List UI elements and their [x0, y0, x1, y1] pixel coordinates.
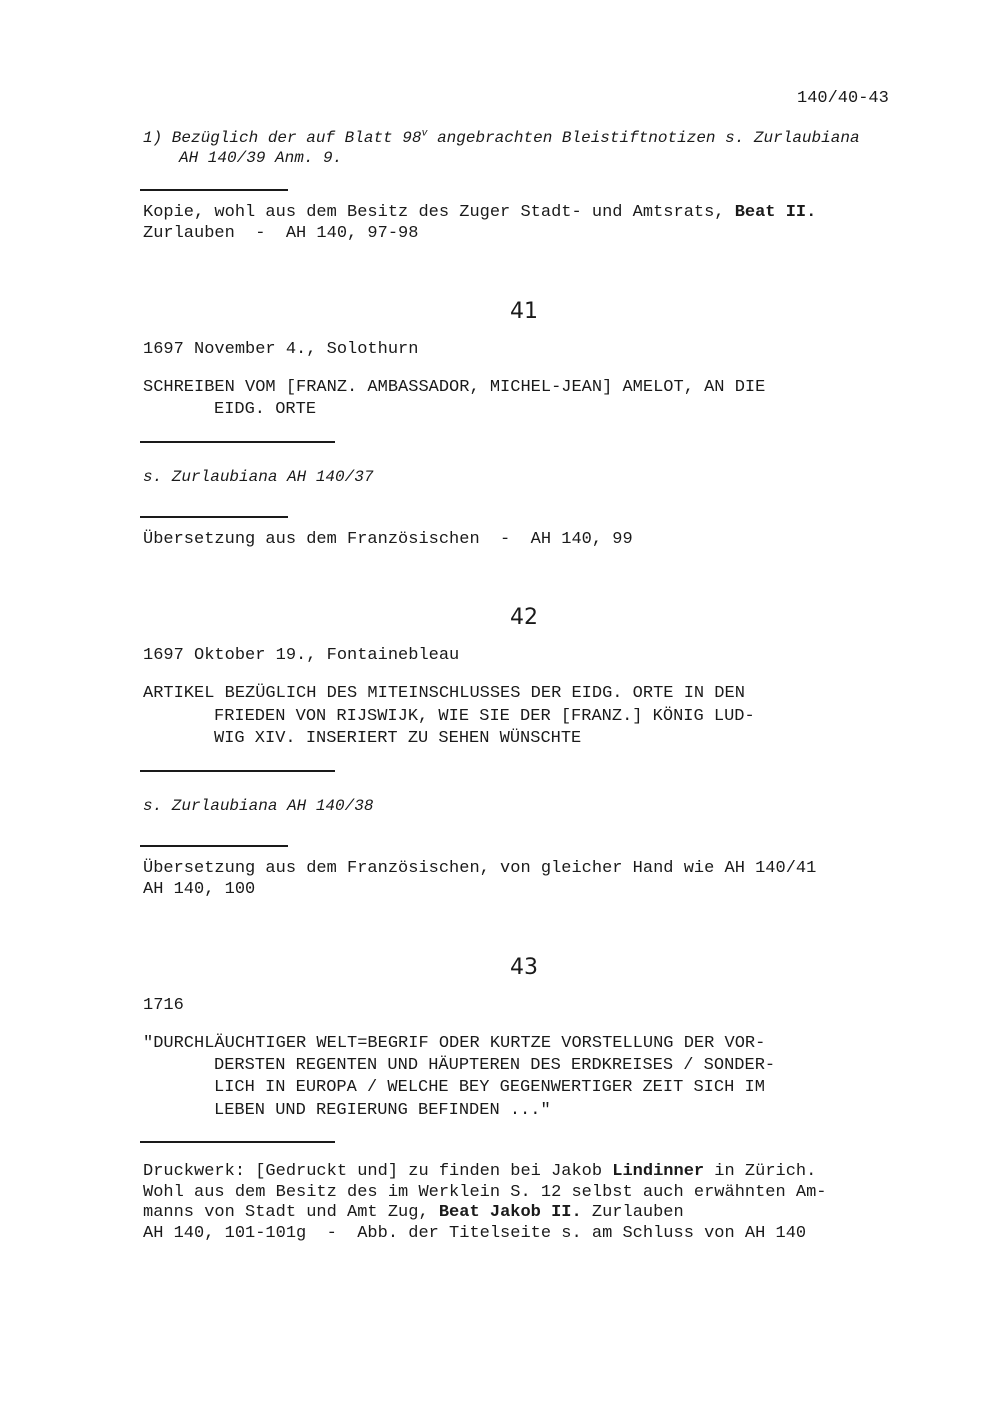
entry43-source-line-4: AH 140, 101-101g - Abb. der Titelseite s. am Schluss von AH 140 [143, 1224, 807, 1243]
entry43-number: 43 [510, 955, 538, 980]
page-reference: 140/40-43 [797, 89, 889, 108]
entry40-source-line-2: Zurlauben - AH 140, 97-98 [143, 224, 419, 243]
divider [140, 516, 288, 518]
entry41-number: 41 [510, 299, 538, 324]
entry43-title-line-2: DERSTEN REGENTEN UND HÄUPTEREN DES ERDKREISES / SONDER- [214, 1056, 776, 1075]
entry42-source-line-2: AH 140, 100 [143, 880, 256, 899]
entry42-date: 1697 Oktober 19., Fontainebleau [143, 646, 460, 665]
entry41-title-line-2: EIDG. ORTE [214, 400, 317, 419]
entry42-reference: s. Zurlaubiana AH 140/38 [143, 797, 374, 815]
entry42-title-line-1: ARTIKEL BEZÜGLICH DES MITEINSCHLUSSES DER EIDG. ORTE IN DEN [143, 684, 745, 703]
entry41-date: 1697 November 4., Solothurn [143, 340, 419, 359]
divider [140, 1141, 335, 1143]
entry43-title-line-1: "DURCHLÄUCHTIGER WELT=BEGRIF ODER KURTZE VORSTELLUNG DER VOR- [143, 1034, 766, 1053]
entry42-title-line-3: WIG XIV. INSERIERT ZU SEHEN WÜNSCHTE [214, 729, 582, 748]
entry43-source-line-1: Druckwerk: [Gedruckt und] zu finden bei Jakob Lindinner in Zürich. [143, 1162, 817, 1181]
entry40-source-line-1: Kopie, wohl aus dem Besitz des Zuger Stadt- und Amtsrats, Beat II. [143, 203, 817, 222]
entry43-title-line-3: LICH IN EUROPA / WELCHE BEY GEGENWERTIGER ZEIT SICH IM [214, 1078, 765, 1097]
entry41-reference: s. Zurlaubiana AH 140/37 [143, 468, 374, 486]
entry41-source: Übersetzung aus dem Französischen - AH 140, 99 [143, 530, 633, 549]
divider [140, 845, 288, 847]
footnote-line-1: 1) Bezüglich der auf Blatt 98$^v$ angebrachten Bleistiftnotizen s. Zurlaubiana [143, 128, 860, 147]
entry43-title-line-4: LEBEN UND REGIERUNG BEFINDEN ..." [214, 1101, 551, 1120]
divider [140, 441, 335, 443]
entry41-title-line-1: SCHREIBEN VOM [FRANZ. AMBASSADOR, MICHEL-JEAN] AMELOT, AN DIE [143, 378, 766, 397]
entry42-number: 42 [510, 605, 538, 630]
entry42-title-line-2: FRIEDEN VON RIJSWIJK, WIE SIE DER [FRANZ.] KÖNIG LUD- [214, 707, 755, 726]
entry43-date: 1716 [143, 996, 184, 1015]
entry42-source-line-1: Übersetzung aus dem Französischen, von gleicher Hand wie AH 140/41 [143, 859, 817, 878]
footnote-line-2: AH 140/39 Anm. 9. [179, 149, 343, 167]
entry43-source-line-3: manns von Stadt und Amt Zug, Beat Jakob II. Zurlauben [143, 1203, 684, 1222]
divider [140, 189, 288, 191]
divider [140, 770, 335, 772]
entry43-source-line-2: Wohl aus dem Besitz des im Werklein S. 12 selbst auch erwähnten Am- [143, 1183, 827, 1202]
